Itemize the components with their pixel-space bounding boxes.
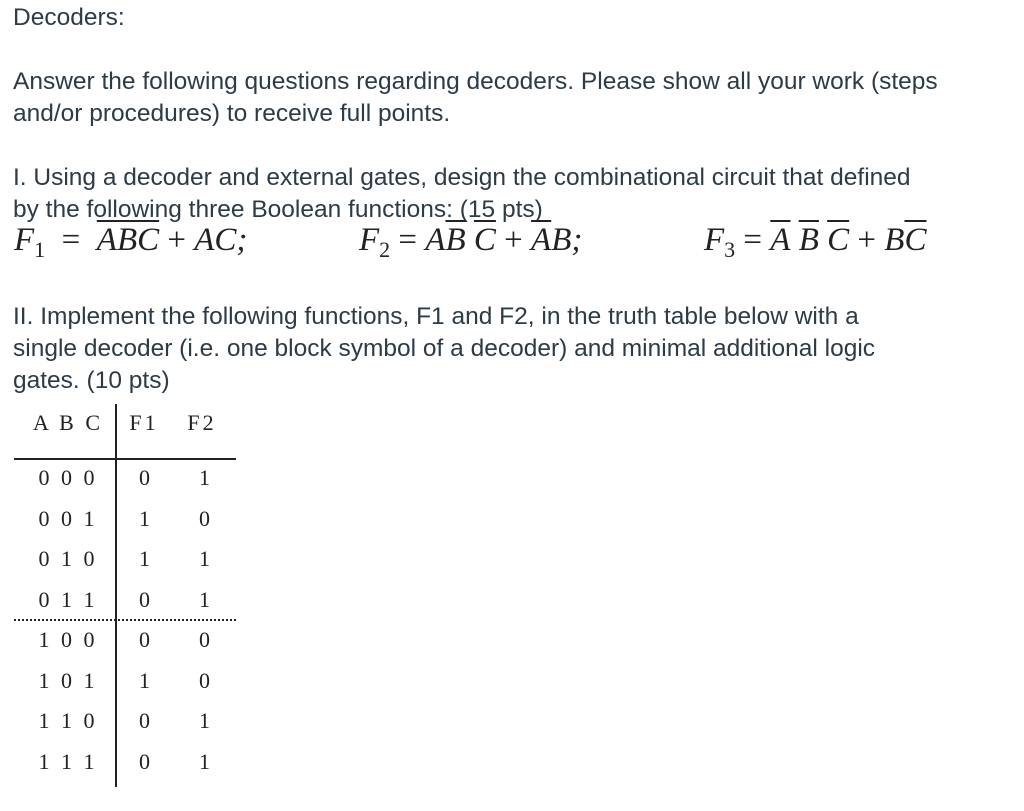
cell-f2: 0 [199,668,213,693]
part2-line-2: single decoder (i.e. one block symbol of a decoder) and minimal additional logic [13,335,876,362]
cell-abc: 0 0 0 [38,465,98,490]
cell-f2: 1 [199,546,213,571]
cell-f2: 1 [199,708,213,733]
truth-table [14,402,236,787]
cell-abc: 0 1 1 [38,587,98,612]
cell-f2: 1 [199,465,213,490]
part2-line-1: II. Implement the following functions, F1 and F2, in the truth table below with a [13,303,859,330]
cell-abc: 0 0 1 [38,506,98,531]
equation-f1: $F_1 = \overline{ABC}$ + AC; [14,222,248,262]
cell-abc: 1 0 1 [38,668,98,693]
cell-f1: 1 [139,506,153,531]
cell-f1: 0 [139,749,153,774]
header-f1: F1 [129,410,159,435]
equation-f3: $F_3 = \overline{A}$ $\overline{B}$ $\overline{C} + B\overline{C}$ [704,222,927,262]
cell-f2: 1 [199,749,213,774]
part1-line-2: by the following three Boolean functions: (15 pts) [13,196,543,223]
part2-line-3: gates. (10 pts) [13,367,170,394]
cell-f1: 0 [139,587,153,612]
boolean-functions [14,222,1014,270]
cell-abc: 1 0 0 [38,627,98,652]
cell-f2: 0 [199,627,213,652]
cell-abc: 1 1 0 [38,708,98,733]
cell-f1: 1 [139,668,153,693]
heading: Decoders: [13,4,125,31]
cell-f1: 0 [139,627,153,652]
header-f2: F2 [187,410,217,435]
cell-f2: 1 [199,587,213,612]
cell-abc: 0 1 0 [38,546,98,571]
table-vertical-divider [115,404,117,787]
cell-f1: 1 [139,546,153,571]
cell-f2: 0 [199,506,213,531]
intro-line-1: Answer the following questions regarding decoders. Please show all your work (steps [13,68,938,95]
cell-abc: 1 1 1 [38,749,98,774]
equation-f2: $F_2 = A\overline{B}$ $\overline{C} + \overline{A}B$; [359,222,583,262]
table-header-divider [14,458,236,460]
part1-line-1: I. Using a decoder and external gates, design the combinational circuit that defined [13,164,911,191]
intro-line-2: and/or procedures) to receive full points. [13,100,451,127]
header-abc: A B C [32,410,104,435]
table-dotted-divider [14,619,236,621]
cell-f1: 0 [139,465,153,490]
cell-f1: 0 [139,708,153,733]
